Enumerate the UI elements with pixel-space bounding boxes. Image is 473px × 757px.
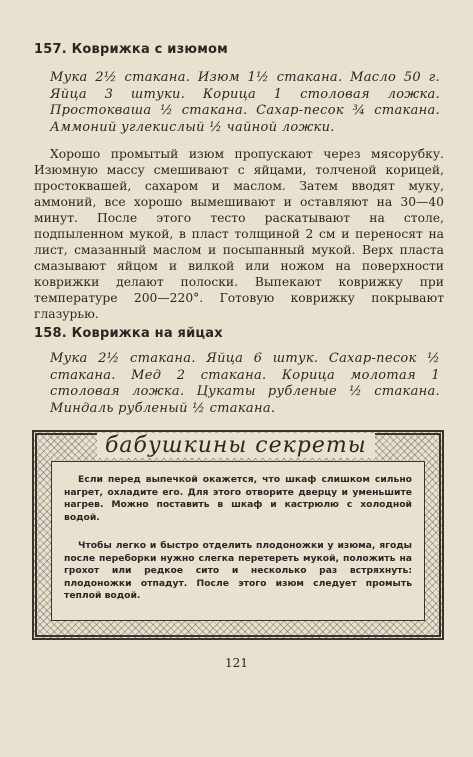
grandma-secrets-frame (32, 430, 444, 640)
recipe-158-heading: 158. Коврижка на яйцах (34, 326, 223, 341)
tip-raisins-text: Чтобы легко и быстро отделить плодоножки у изюма, ягоды после переборки нужно слегка перетереть мукой, положить на грохот или редкое сито и несколько раз встряхнуть: плодоножки отпадут. После этого изюм следует промыть теплой водой. (64, 540, 412, 601)
grandma-secrets-panel (51, 461, 425, 621)
recipe-158-ingredients: Мука 2½ стакана. Яйца 6 штук. Сахар-песок ½ стакана. Мед 2 стакана. Корица молотая 1 столовая ложка. Цукаты рубленые ½ стакана. Миндаль рубленый ½ стакана. (50, 351, 440, 416)
grandma-secrets-title-wrap (97, 433, 375, 458)
tip-oven-text: Если перед выпечкой окажется, что шкаф слишком сильно нагрет, охладите его. Для этого отворите дверцу и уменьшите нагрев. Можно поставить в шкаф и кастрюлю с холодной водой. (64, 474, 412, 523)
recipe-157-ingredients: Мука 2½ стакана. Изюм 1½ стакана. Масло 50 г. Яйца 3 штуки. Корица 1 столовая ложка. Простокваша ½ стакана. Сахар-песок ¾ стакана. Аммоний углекислый ½ чайной ложки. (50, 70, 440, 135)
recipe-157-instructions (34, 146, 444, 322)
page-number: 121 (225, 656, 248, 670)
grandma-secrets-title: бабушкины секреты (105, 433, 367, 458)
tip-oven (64, 474, 412, 524)
recipe-157-heading: 157. Коврижка с изюмом (34, 42, 228, 57)
recipe-157-instructions-text: Хорошо промытый изюм пропускают через мясорубку. Изюмную массу смешивают с яйцами, толченой корицей, простоквашей, сахаром и маслом. Затем вводят муку, аммоний, все хорошо вымешивают и оставляют на 30—40 минут. После этого тесто раскатывают на столе, подпыленном мукой, в пласт толщиной 2 см и переносят на лист, смазанный маслом и посыпанный мукой. Верх пласта смазывают яйцом и вилкой или ножом на поверхности коврижки делают полоски. Выпекают коврижку при температуре 200—220°. Готовую коврижку покрывают глазурью. (34, 147, 444, 321)
tip-raisins (64, 540, 412, 603)
